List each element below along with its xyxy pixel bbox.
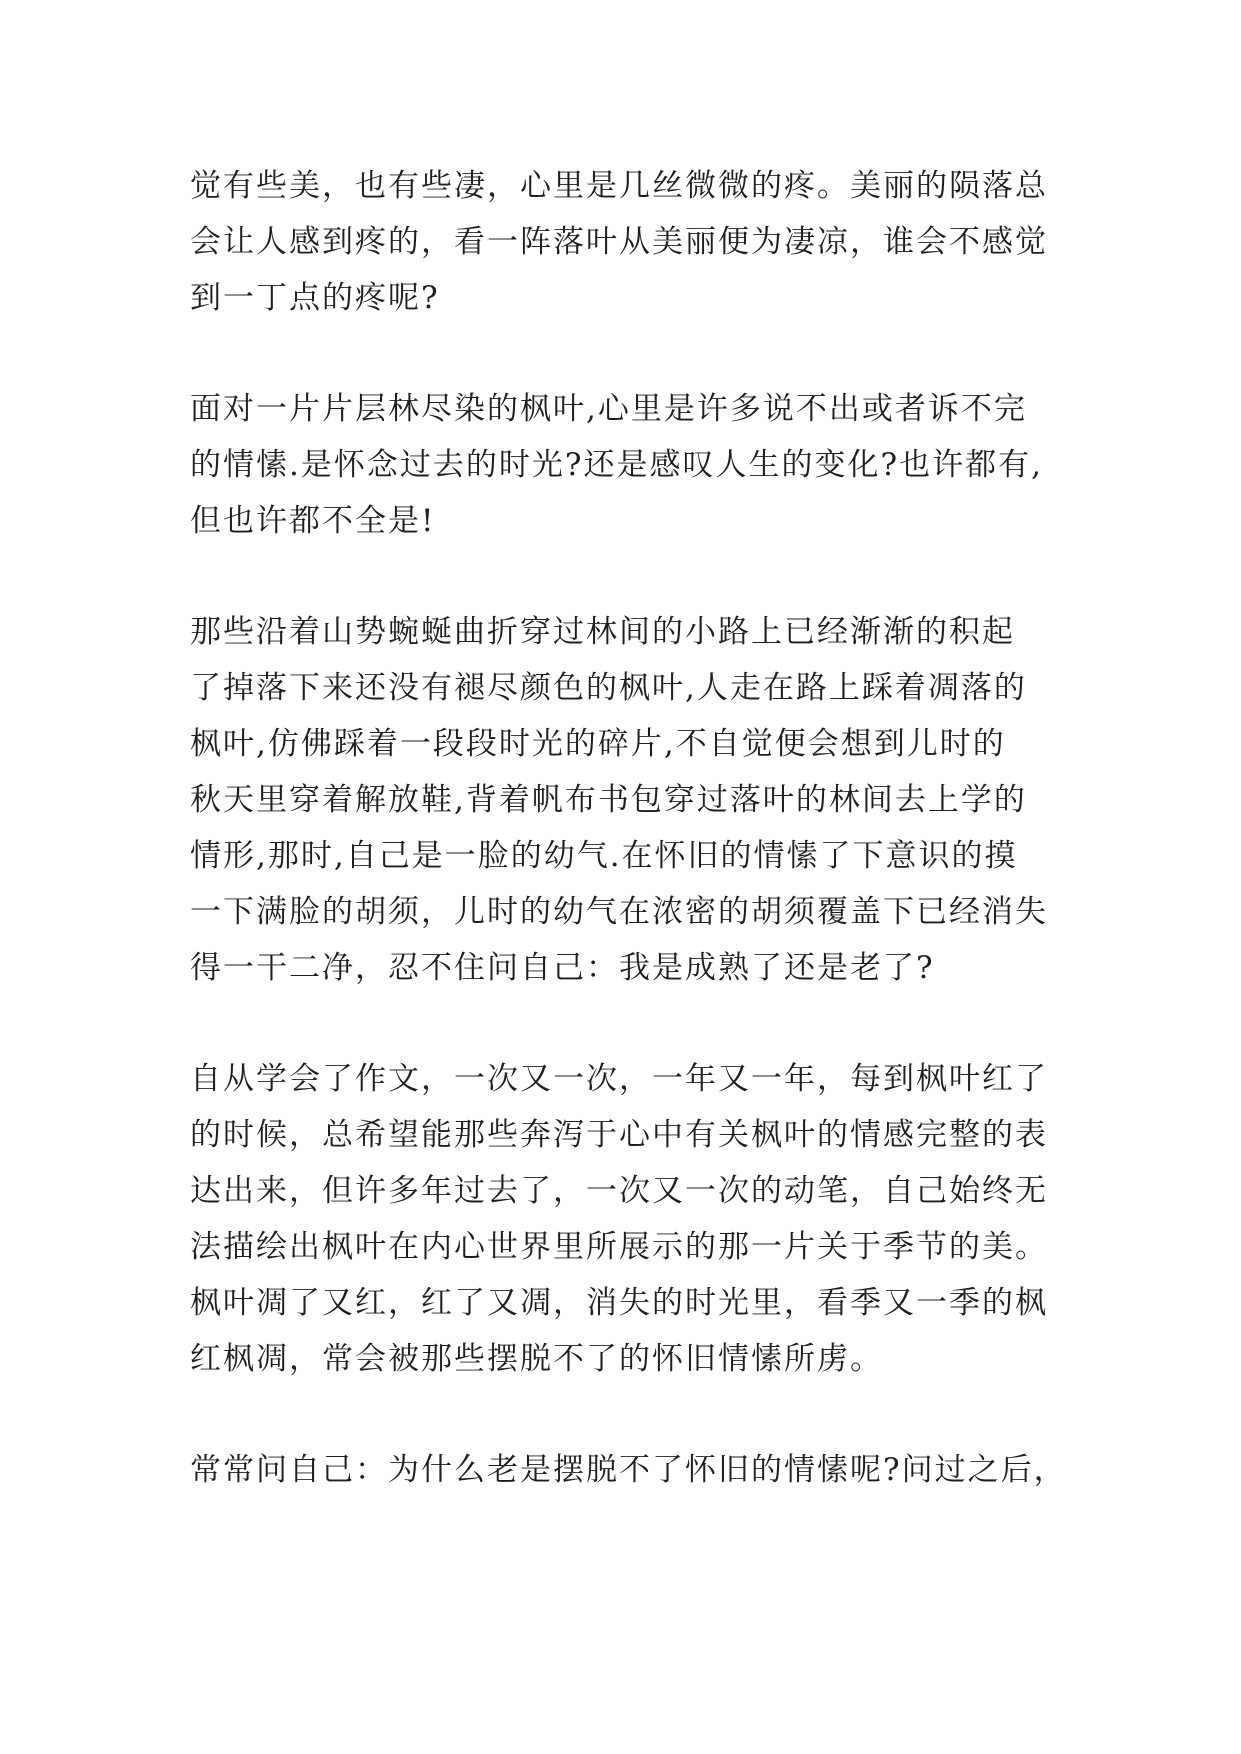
- text-line: 红枫凋，常会被那些摆脱不了的怀旧情愫所虏。: [190, 1341, 883, 1377]
- text-line: 法描绘出枫叶在内心世界里所展示的那一片关于季节的美。: [190, 1229, 1048, 1265]
- text-line: 到一丁点的疼呢?: [190, 280, 440, 316]
- text-line: 会让人感到疼的，看一阵落叶从美丽便为凄凉，谁会不感觉: [190, 224, 1048, 260]
- paragraph-3: [190, 604, 1070, 996]
- paragraph-5: [190, 1442, 1070, 1498]
- text-line: 的时候，总希望能那些奔泻于心中有关枫叶的情感完整的表: [190, 1117, 1048, 1153]
- text-line: 觉有些美，也有些凄，心里是几丝微微的疼。美丽的陨落总: [190, 168, 1048, 204]
- text-line: 的情愫.是怀念过去的时光?还是感叹人生的变化?也许都有,: [190, 447, 1043, 483]
- text-line: 一下满脸的胡须，儿时的幼气在浓密的胡须覆盖下已经消失: [190, 894, 1048, 930]
- text-line: 但也许都不全是!: [190, 503, 436, 539]
- text-line: 达出来，但许多年过去了，一次又一次的动笔，自己始终无: [190, 1173, 1048, 1209]
- paragraph-4: [190, 1051, 1070, 1387]
- paragraph-2: [190, 381, 1070, 549]
- text-line: 枫叶凋了又红，红了又凋，消失的时光里，看季又一季的枫: [190, 1285, 1048, 1321]
- text-line: 枫叶,仿佛踩着一段段时光的碎片,不自觉便会想到儿时的: [190, 726, 1006, 762]
- text-line: 秋天里穿着解放鞋,背着帆布书包穿过落叶的林间去上学的: [190, 782, 1027, 818]
- text-line: 了掉落下来还没有褪尽颜色的枫叶,人走在路上踩着凋落的: [190, 670, 1027, 706]
- text-line: 常常问自己：为什么老是摆脱不了怀旧的情愫呢?问过之后，: [190, 1452, 1067, 1488]
- paragraph-1: [190, 158, 1070, 326]
- text-line: 情形,那时,自己是一脸的幼气.在怀旧的情愫了下意识的摸: [190, 838, 1018, 874]
- text-line: 得一干二净，忍不住问自己：我是成熟了还是老了?: [190, 950, 935, 986]
- text-line: 面对一片片层林尽染的枫叶,心里是许多说不出或者诉不完: [190, 391, 1027, 427]
- text-line: 那些沿着山势蜿蜒曲折穿过林间的小路上已经渐渐的积起: [190, 614, 1015, 650]
- text-line: 自从学会了作文，一次又一次，一年又一年，每到枫叶红了: [190, 1061, 1048, 1097]
